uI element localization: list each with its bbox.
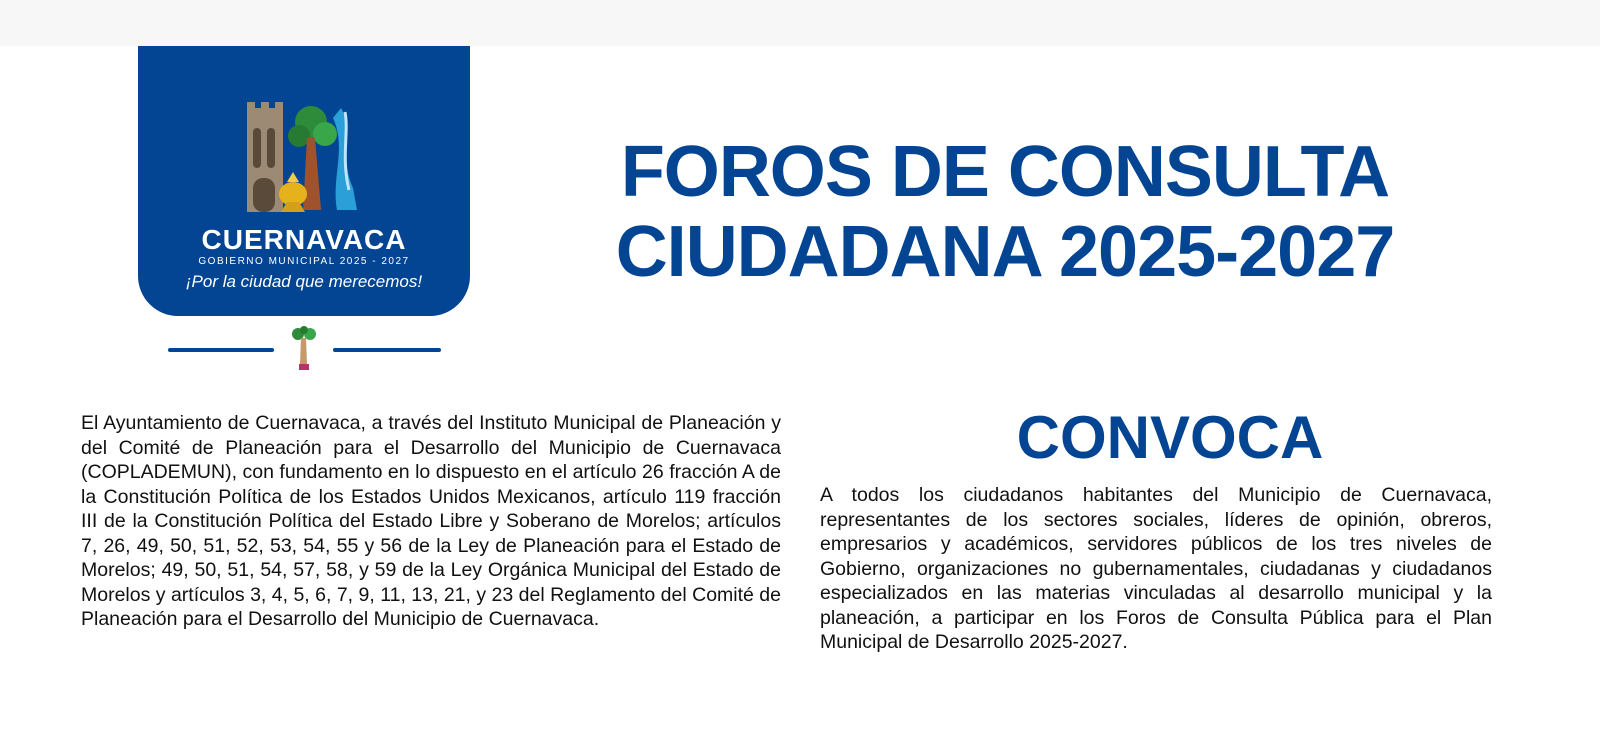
title-line-2: CIUDADANA 2025-2027 [615, 212, 1395, 292]
logo-slogan: ¡Por la ciudad que merecemos! [185, 272, 423, 291]
divider-line-left [168, 348, 274, 352]
tree-ornament-icon [290, 326, 318, 374]
logo-subtitle: GOBIERNO MUNICIPAL 2025 - 2027 [198, 256, 410, 267]
title-line-1: FOROS DE CONSULTA [620, 132, 1390, 212]
logo-city-name: CUERNAVACA [201, 224, 407, 255]
page-title [500, 132, 1510, 292]
top-bar [0, 0, 1600, 46]
cuernavaca-crest-icon [241, 98, 361, 222]
convoca-heading: CONVOCA [1016, 404, 1324, 471]
convoca-paragraph: A todos los ciudadanos habitantes del Municipio de Cuernavaca, representantes de los sectores sociales, líderes de opinión, obreros, empresarios y académicos, servidores públicos de los tres niveles de Gobierno, organizaciones no gubernamentales, ciudadanas y ciudadanos especializados en las materias vinculadas al desarrollo municipal y la planeación, a participar en los Foros de Consulta Pública para el Plan Municipal de Desarrollo 2025-2027. [820, 484, 1492, 653]
intro-paragraph: El Ayuntamiento de Cuernavaca, a través del Instituto Municipal de Planeación y del Comité de Planeación para el Desarrollo del Municipio de Cuernavaca (COPLADEMUN), con fundamento en lo dispuesto en el artículo 26 fracción A de la Constitución Política de los Estados Unidos Mexicanos, artículo 119 fracción III de la Constitución Política del Estado Libre y Soberano de Morelos; artículos 7, 26, 49, 50, 51, 52, 53, 54, 55 y 56 de la Ley de Planeación para el Estado de Morelos; 49, 50, 51, 54, 57, 58, y 59 de la Ley Orgánica Municipal del Estado de Morelos y artículos 3, 4, 5, 6, 7, 9, 11, 13, 21, y 23 del Reglamento del Comité de Planeación para el Desarrollo del Municipio de Cuernavaca. [81, 412, 781, 630]
divider-line-right [333, 348, 441, 352]
municipal-logo [138, 46, 470, 316]
